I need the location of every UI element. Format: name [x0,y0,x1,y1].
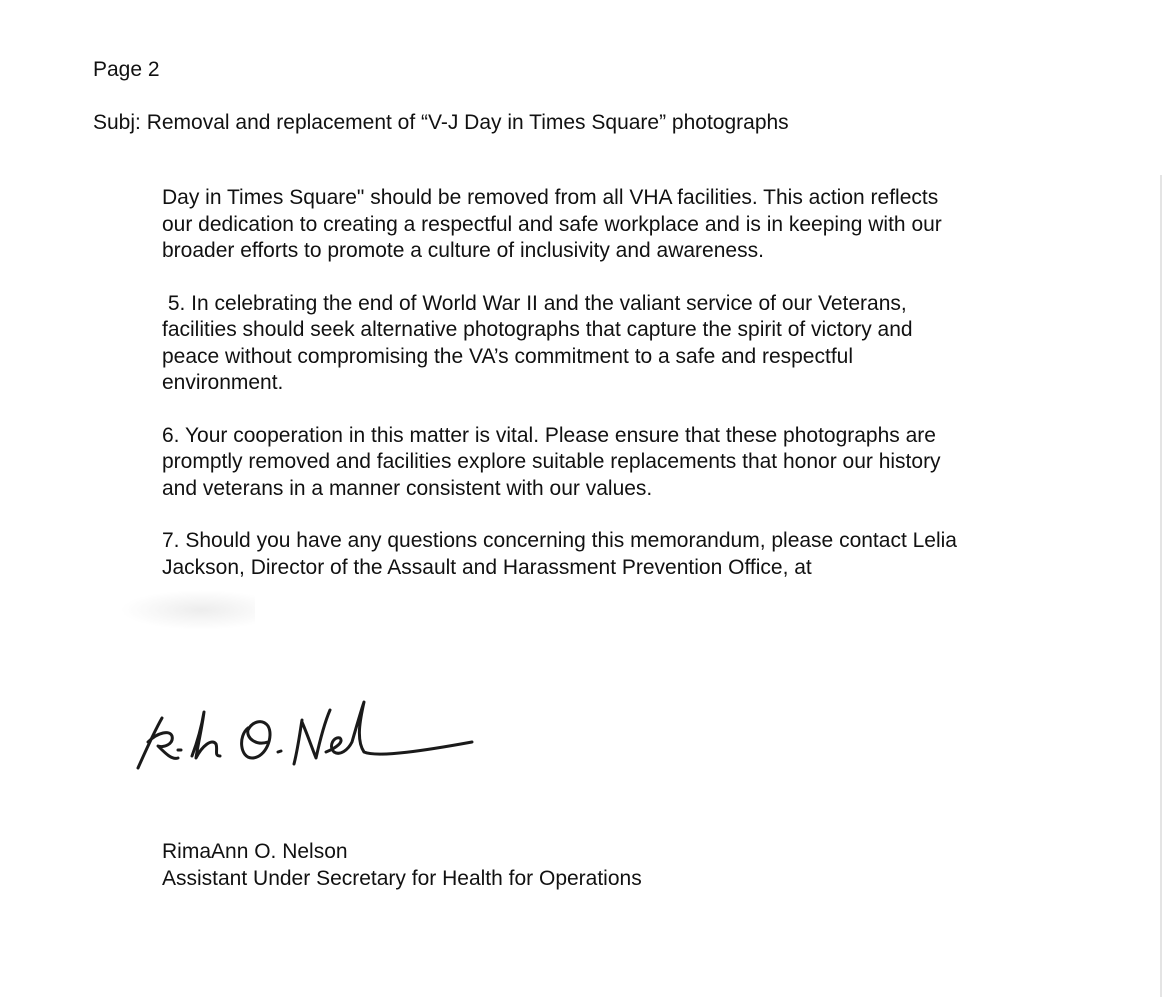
body-line: environment. [162,371,284,394]
body-line: facilities should seek alternative photographs that capture the spirit of victory and [162,318,913,341]
signature-block [162,838,642,892]
subject-line: Subj: Removal and replacement of “V-J Day in Times Square” photographs [93,111,789,134]
signer-name: RimaAnn O. Nelson [162,840,348,863]
body-line: promptly removed and facilities explore suitable replacements that honor our history [162,450,941,473]
paragraph-4-continued [162,185,1042,265]
body-line: Jackson, Director of the Assault and Harassment Prevention Office, at [162,555,812,579]
body-line: 6. Your cooperation in this matter is vital. Please ensure that these photographs are [162,423,936,447]
body-line: Day in Times Square" should be removed from all VHA facilities. This action reflects [162,186,939,209]
paragraph-6 [162,423,1042,503]
paragraph-7 [162,528,1042,581]
memo-body [162,185,1042,607]
paragraph-5 [162,291,1042,397]
signer-title: Assistant Under Secretary for Health for Operations [162,867,642,890]
body-line: peace without compromising the VA’s commitment to a safe and respectful [162,344,854,368]
body-line: and veterans in a manner consistent with our values. [162,476,653,500]
body-line: our dedication to creating a respectful and safe workplace and is in keeping with our [162,212,942,236]
page-number: Page 2 [93,58,160,81]
redaction-smudge [120,590,255,630]
body-line: 7. Should you have any questions concerning this memorandum, please contact Lelia [162,529,957,552]
body-line: broader efforts to promote a culture of inclusivity and awareness. [162,239,764,262]
handwritten-signature [128,680,488,780]
body-line: 5. In celebrating the end of World War II and the valiant service of our Veterans, [162,291,907,315]
